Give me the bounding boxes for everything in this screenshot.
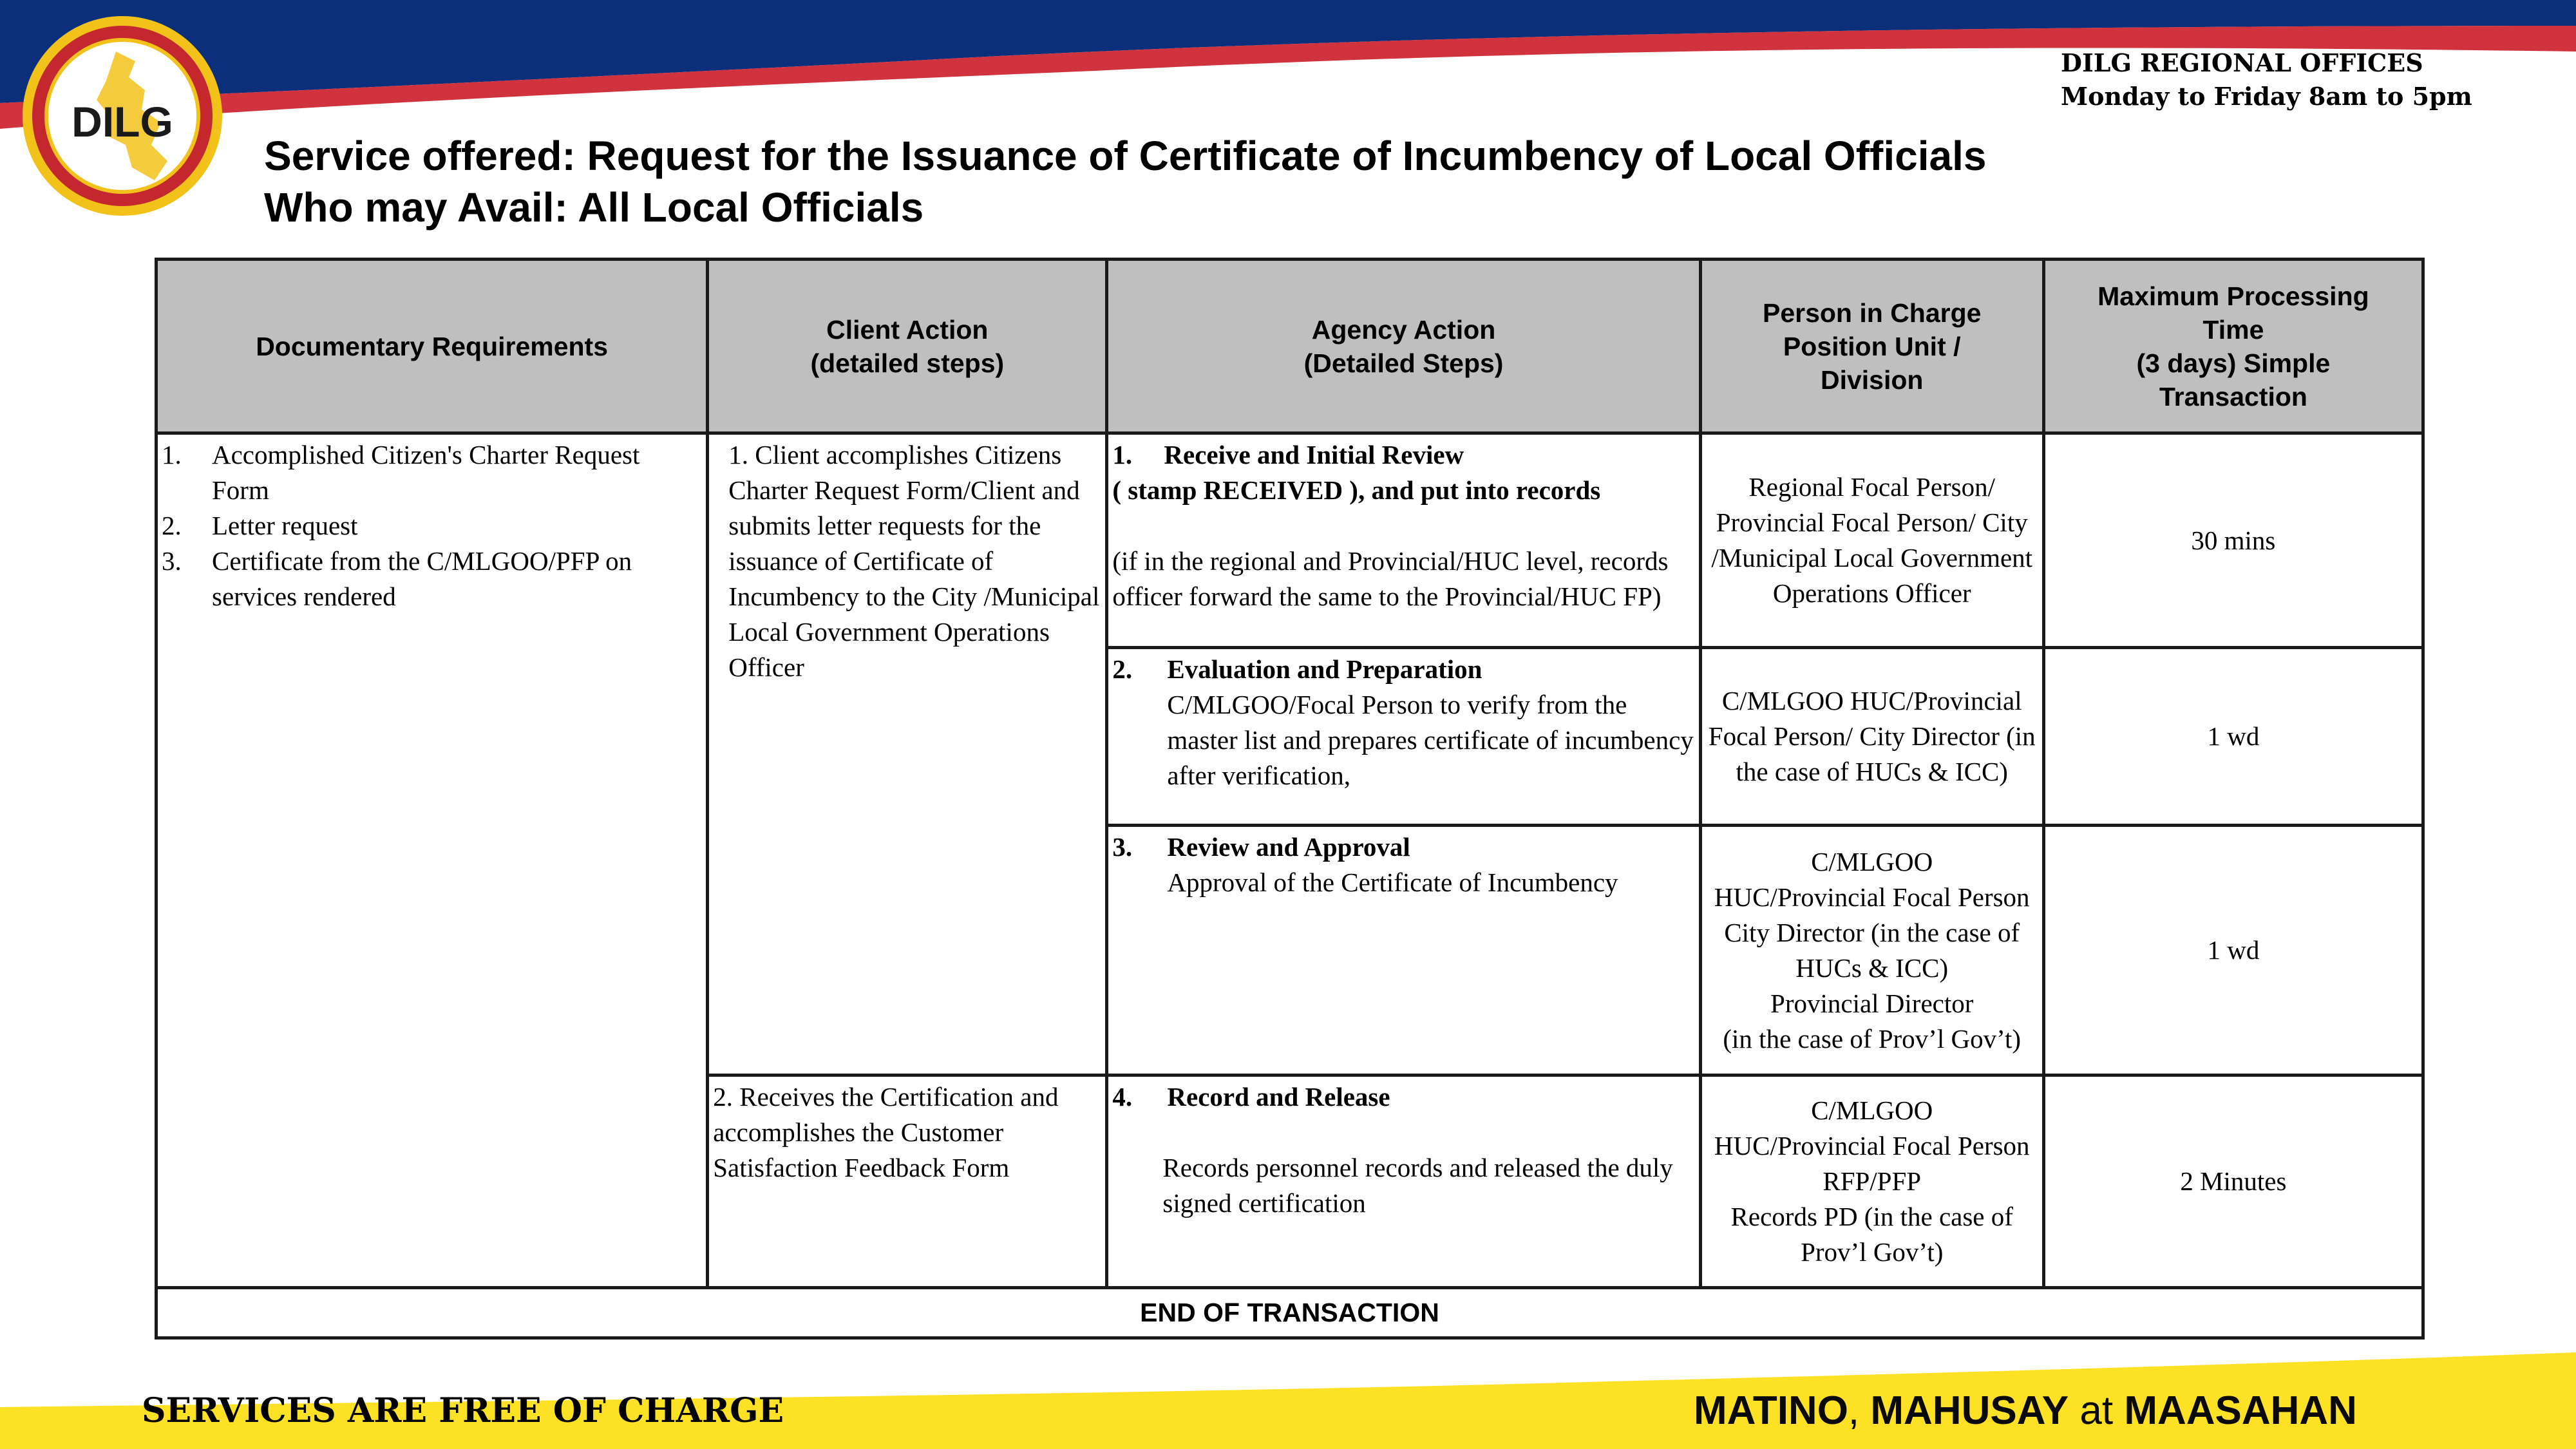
list-item: 1. Accomplished Citizen's Charter Request Form: [162, 440, 640, 505]
services-free-notice: SERVICES ARE FREE OF CHARGE: [142, 1391, 784, 1430]
svg-text:DILG: DILG: [71, 98, 173, 146]
person-cell-2: C/MLGOO HUC/Provincial Focal Person/ City Director (in the case of HUCs & ICC): [1700, 648, 2043, 826]
header-person-in-charge: Person in Charge Position Unit / Division: [1700, 260, 2043, 433]
person-cell-1: Regional Focal Person/ Provincial Focal Person/ City /Municipal Local Government Operations Officer: [1700, 433, 2043, 648]
time-cell-1: 30 mins: [2043, 433, 2423, 648]
header-requirements: Documentary Requirements: [156, 260, 708, 433]
requirements-cell: [156, 433, 708, 1288]
offices-title: DILG REGIONAL OFFICES: [2061, 48, 2423, 77]
service-offered-title: Service offered: Request for the Issuance of Certificate of Incumbency of Local Officials: [264, 133, 1987, 179]
time-cell-4: 2 Minutes: [2043, 1075, 2423, 1288]
end-row: [156, 1288, 2423, 1338]
header-processing-time: Maximum Processing Time (3 days) Simple Transaction: [2043, 260, 2423, 433]
citizens-charter-table: [155, 258, 2425, 1340]
client-action-cell-2: 2. Receives the Certification and accomplishes the Customer Satisfaction Feedback Form: [708, 1075, 1107, 1288]
motto: MATINO, MAHUSAY at MAASAHAN: [1694, 1388, 2357, 1433]
header-agency-action: Agency Action (Detailed Steps): [1107, 260, 1700, 433]
table-row: [156, 433, 2423, 648]
time-cell-2: 1 wd: [2043, 648, 2423, 826]
list-item: 3. Certificate from the C/MLGOO/PFP on services rendered: [162, 546, 632, 611]
agency-step-1: 1. Receive and Initial Review ( stamp RECEIVED ), and put into records (if in the regional and Provincial/HUC level, records officer forward the same to the Provincial/HUC FP): [1107, 433, 1700, 648]
dilg-seal-logo: [19, 13, 225, 219]
time-cell-3: 1 wd: [2043, 826, 2423, 1075]
person-cell-4: C/MLGOO HUC/Provincial Focal Person RFP/PFP Records PD (in the case of Prov’l Gov’t): [1700, 1075, 2043, 1288]
agency-step-2: 2. Evaluation and Preparation C/MLGOO/Focal Person to verify from the master list and prepares certificate of incumbency after verification,: [1107, 648, 1700, 826]
end-of-transaction: END OF TRANSACTION: [156, 1288, 2423, 1338]
offices-hours: Monday to Friday 8am to 5pm: [2061, 82, 2472, 111]
client-action-cell-1: 1. Client accomplishes Citizens Charter Request Form/Client and submits letter requests for the issuance of Certificate of Incumbency to the City /Municipal Local Government Operations Officer: [708, 433, 1107, 1075]
who-may-avail-title: Who may Avail: All Local Officials: [264, 184, 924, 231]
header-client-action: Client Action (detailed steps): [708, 260, 1107, 433]
office-hours: [2061, 46, 2472, 113]
agency-step-3: 3. Review and Approval Approval of the Certificate of Incumbency: [1107, 826, 1700, 1075]
page-heading: [264, 130, 1986, 233]
agency-step-4: 4. Record and Release Records personnel records and released the duly signed certification: [1107, 1075, 1700, 1288]
table-header-row: [156, 260, 2423, 433]
requirements-list: [162, 437, 702, 614]
person-cell-3: C/MLGOO HUC/Provincial Focal Person City Director (in the case of HUCs & ICC) Provincial Director (in the case of Prov’l Gov’t): [1700, 826, 2043, 1075]
list-item: 2. Letter request: [162, 511, 358, 540]
